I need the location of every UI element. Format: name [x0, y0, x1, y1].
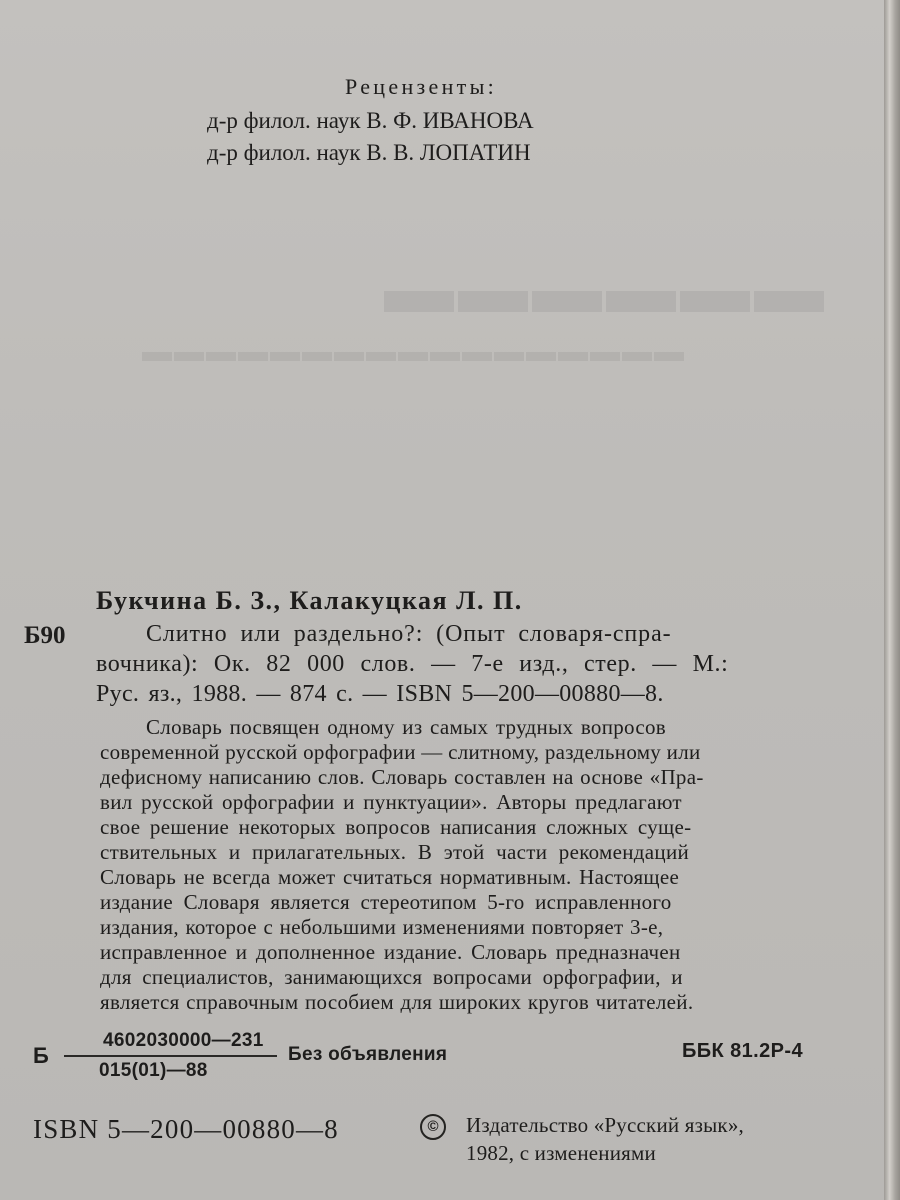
abstract-line: Словарь посвящен одному из самых трудных вопросов	[146, 715, 667, 739]
isbn: ISBN 5—200—00880—8	[33, 1114, 339, 1144]
abstract-line: дефисному написанию слов. Словарь составлен на основе «Пра-	[100, 765, 704, 789]
fraction-rule	[64, 1055, 277, 1057]
abstract-line: ствительных и прилагательных. В этой части рекомендаций	[100, 840, 690, 864]
catalog-code: Б90	[24, 622, 66, 649]
abstract-line: свое решение некоторых вопросов написания сложных суще-	[100, 815, 692, 839]
catalog-line: Рус. яз., 1988. — 874 с. — ISBN 5—200—00880—8.	[96, 681, 664, 707]
abstract-line: Словарь не всегда может считаться нормативным. Настоящее	[100, 865, 680, 889]
reviewer-line: д-р филол. наук В. Ф. ИВАНОВА	[207, 108, 534, 133]
price-note: Без объявления	[288, 1044, 448, 1065]
catalog-line: Слитно или раздельно?: (Опыт словаря-спра-	[146, 621, 672, 647]
catalog-line: вочника): Ок. 82 000 слов. — 7-е изд., стер. — М.:	[96, 651, 729, 677]
abstract-line: исправленное и дополненное издание. Словарь предназначен	[100, 940, 681, 964]
abstract-line: для специалистов, занимающихся вопросами орфографии, и	[100, 965, 683, 989]
publisher-line: 1982, с изменениями	[466, 1141, 656, 1165]
catalog-author: Букчина Б. З., Калакуцкая Л. П.	[96, 586, 523, 615]
abstract-line: вил русской орфографии и пунктуации». Авторы предлагают	[100, 790, 682, 814]
bbk-code: ББК 81.2Р-4	[682, 1040, 803, 1062]
reviewer-line: д-р филол. наук В. В. ЛОПАТИН	[207, 140, 531, 165]
abstract-line: издание Словаря является стереотипом 5-го исправленного	[100, 890, 672, 914]
reviewers-title: Рецензенты:	[345, 74, 498, 99]
imprint-letter: Б	[33, 1043, 49, 1068]
copyright-icon: ©	[420, 1114, 446, 1140]
book-spine-edge	[884, 0, 900, 1200]
imprint-denominator: 015(01)—88	[99, 1060, 208, 1081]
abstract-line: является справочным пособием для широких кругов читателей.	[100, 990, 694, 1014]
show-through-decoration: ▬▬▬▬▬▬	[380, 251, 824, 328]
publisher-line: Издательство «Русский язык»,	[466, 1113, 744, 1137]
show-through-decoration: ▬▬▬▬▬▬▬▬▬▬▬▬▬▬▬▬▬	[140, 335, 684, 368]
abstract-line: издания, которое с небольшими изменениями повторяет 3-е,	[100, 915, 664, 939]
imprint-numerator: 4602030000—231	[103, 1030, 264, 1051]
abstract-line: современной русской орфографии — слитному, раздельному или	[100, 740, 701, 764]
